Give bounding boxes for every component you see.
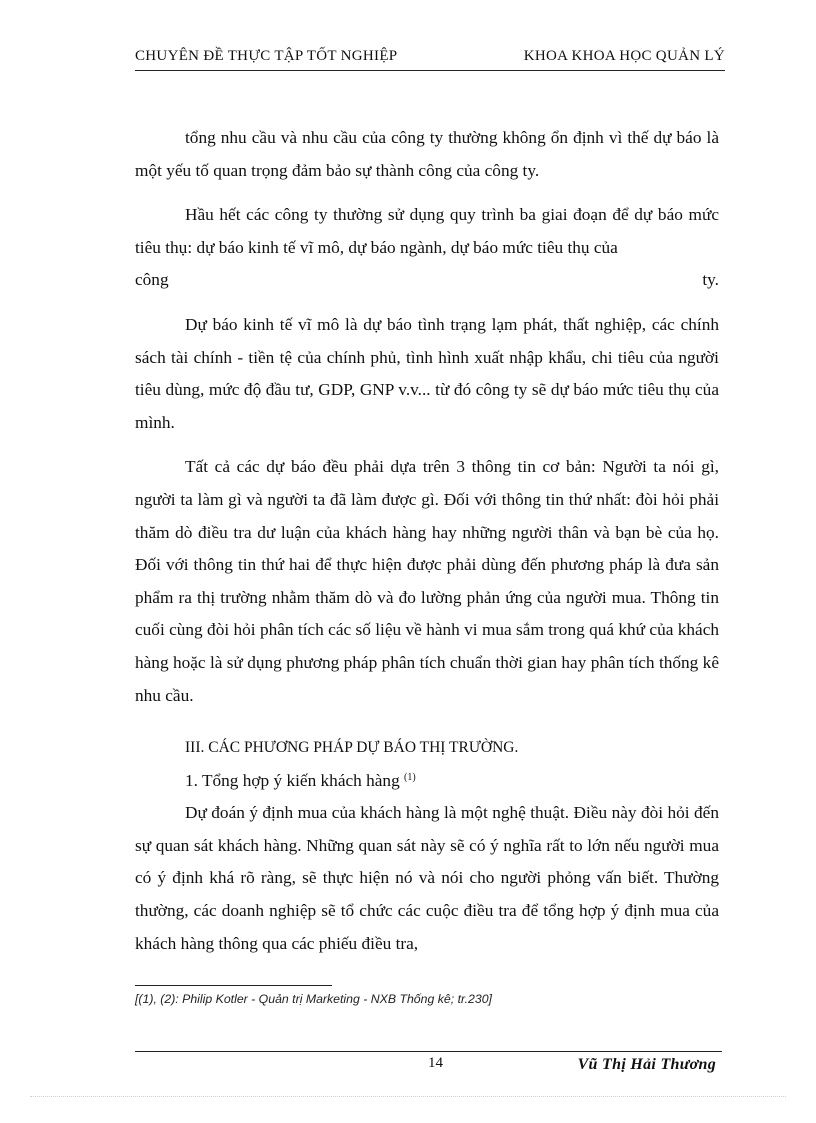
author-name: Vũ Thị Hải Thương: [577, 1056, 716, 1073]
body-text: [135, 122, 719, 960]
paragraph-2-last-left: công: [135, 270, 169, 290]
paragraph-3: Dự báo kinh tế vĩ mô là dự báo tình trạng lạm phát, thất nghiệp, các chính sách tài chính - tiền tệ của chính phủ, tình hình xuất nhập khẩu, chi tiêu của người tiêu dùng, mức độ đầu tư, GDP, GNP v.v... từ đó công ty sẽ dự báo mức tiêu thụ của mình.: [135, 314, 719, 432]
paragraph-2: Hầu hết các công ty thường sử dụng quy trình ba giai đoạn để dự báo mức tiêu thụ: dự báo kinh tế vĩ mô, dự báo ngành, dự báo mức tiêu thụ của: [135, 205, 719, 257]
section-heading: III. CÁC PHƯƠNG PHÁP DỰ BÁO THỊ TRƯỜNG.: [185, 739, 519, 757]
footnote-separator: [135, 985, 332, 986]
footnote-text: [(1), (2): Philip Kotler - Quản trị Marketing - NXB Thống kê; tr.230]: [135, 992, 492, 1006]
footnote-reference: (1): [404, 771, 416, 783]
subsection-title: 1. Tổng hợp ý kiến khách hàng: [185, 770, 400, 790]
page-edge-dotted-line: [30, 1096, 786, 1097]
header-left: CHUYÊN ĐỀ THỰC TẬP TỐT NGHIỆP: [135, 48, 398, 64]
footer-rule: [135, 1051, 722, 1052]
paragraph-4: Tất cả các dự báo đều phải dựa trên 3 thông tin cơ bản: Người ta nói gì, người ta làm gì và người ta đã làm được gì. Đối với thông tin thứ nhất: đòi hỏi phải thăm dò điều tra dư luận của khách hàng hay những người thân và bạn bè của họ. Đối với thông tin thứ hai để thực hiện được phải dùng đến phương pháp là đưa sản phẩm ra thị trường nhằm thăm dò và đo lường phản ứng của người mua. Thông tin cuối cùng đòi hỏi phân tích các số liệu về hành vi mua sắm trong quá khứ của khách hàng hoặc là sử dụng phương pháp phân tích chuẩn thời gian hay phân tích thống kê nhu cầu.: [135, 457, 719, 705]
paragraph-1: tổng nhu cầu và nhu cầu của công ty thường không ổn định vì thế dự báo là một yếu tố quan trọng đảm bảo sự thành công của công ty.: [135, 128, 719, 180]
subsection-heading: [135, 765, 719, 798]
page-header: [135, 48, 725, 71]
header-right: KHOA KHOA HỌC QUẢN LÝ: [523, 48, 725, 64]
paragraph-5: Dự đoán ý định mua của khách hàng là một nghệ thuật. Điều này đòi hỏi đến sự quan sát khách hàng. Những quan sát này sẽ có ý nghĩa rất to lớn nếu người mua có ý định khá rõ ràng, sẽ thực hiện nó và nói cho người phỏng vấn biết. Thường thường, các doanh nghiệp sẽ tổ chức các cuộc điều tra để tổng hợp ý định mua của khách hàng thông qua các phiếu điều tra,: [135, 803, 719, 953]
paragraph-2-last-line: [135, 264, 719, 297]
paragraph-2-last-right: ty.: [702, 270, 719, 290]
page-number: 14: [428, 1055, 443, 1071]
